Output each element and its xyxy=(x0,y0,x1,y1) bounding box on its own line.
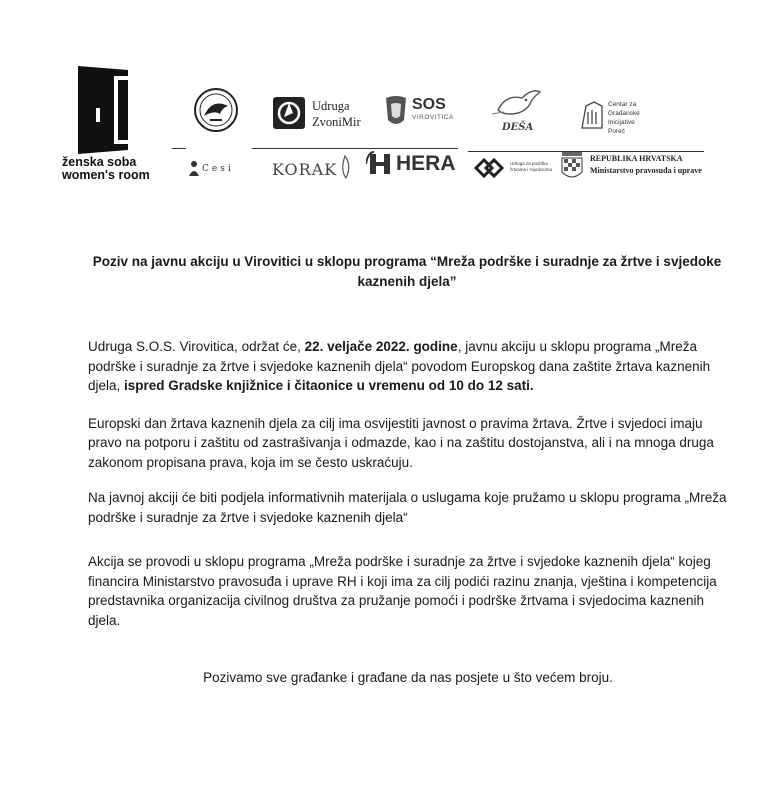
korak-label: KORAK xyxy=(272,160,338,179)
zenska-soba-logo-text xyxy=(62,156,150,182)
separator-line xyxy=(172,148,186,149)
zenska-soba-line2: women's room xyxy=(62,168,150,182)
centar-line3: Inicijative xyxy=(608,119,635,126)
hera-label: HERA xyxy=(396,152,456,175)
zvonimir-line1: Udruga xyxy=(312,99,350,113)
sos-subtitle: VIROVITICA xyxy=(412,114,454,121)
udruga-knot-icon xyxy=(472,156,506,180)
desa-logo xyxy=(488,84,548,136)
partner-logos-header xyxy=(0,0,772,200)
sos-virovitica-logo xyxy=(382,94,462,130)
event-location-time: ispred Gradske knjižnice i čitaonice u vremenu od 10 do 12 sati. xyxy=(124,378,534,393)
centar-line1: Centar za xyxy=(608,101,637,108)
zvonimir-line2: ZvoniMir xyxy=(312,115,361,129)
centar-building-icon xyxy=(580,100,604,130)
centar-line4: Poreč xyxy=(608,128,625,135)
document-title: Poziv na javnu akciju u Virovitici u sklopu programa “Mreža podrške i suradnje za žrtve i svjedoke kaznenih djela” xyxy=(92,254,722,289)
desa-label: DEŠA xyxy=(502,122,534,133)
cesi-figure-icon xyxy=(188,160,200,178)
hera-heart-icon xyxy=(366,150,396,178)
zenska-soba-line1: ženska soba xyxy=(62,155,137,169)
korak-flame-icon xyxy=(338,154,352,180)
zenska-soba-door-icon xyxy=(72,64,142,154)
udruga-za-podrsku-logo xyxy=(472,156,562,182)
zvonimir-logo xyxy=(272,96,372,132)
paragraph-intro xyxy=(88,337,728,396)
paragraph-european-day: Europski dan žrtava kaznenih djela za cilj ima osvijestiti javnost o pravima žrtava. Žrtve i svjedoci imaju pravo na potporu i zaštitu od zastrašivanja i odmazde, kao i na zaštitu dostojanstva, ali i na mnoga druga zakonom propisana prava, koja im se često uskraćuju. xyxy=(88,415,714,470)
closing-invitation: Pozivamo sve građanke i građane da nas posjete u što većem broju. xyxy=(203,670,613,685)
cesi-logo xyxy=(188,160,248,180)
paragraph-materials: Na javnoj akciji će biti podjela informativnih materijala o uslugama koje pružamo u sklopu programa „Mreža podrške i suradnje za žrtve i svjedoke kaznenih djela“ xyxy=(88,490,727,525)
invitation-document xyxy=(88,252,728,687)
sos-title: SOS xyxy=(412,96,446,113)
intro-text-a: Udruga S.O.S. Virovitica, održat će, xyxy=(88,339,305,354)
cesi-label: Cesi xyxy=(202,164,234,174)
udruga-line1: Udruga za podršku xyxy=(510,161,549,166)
dove-icon xyxy=(488,84,548,124)
udruga-line2: žrtvama i svjedocima xyxy=(510,167,553,172)
hera-logo xyxy=(366,150,462,190)
republika-line1: REPUBLIKA HRVATSKA xyxy=(590,154,683,163)
event-date: 22. veljače 2022. godine xyxy=(304,339,458,354)
croatian-coat-of-arms-icon xyxy=(560,150,584,182)
intro-text-c: , javnu akciju u sklopu programa „Mreža podrške i suradnje za žrtve i svjedoke kaznenih djela“ povodom Europskog dana zaštite žrtava kaznenih djela, xyxy=(88,339,711,393)
centar-za-gradjanske-inicijative-logo xyxy=(580,100,670,140)
republika-line2: Ministarstvo pravosuđa i uprave xyxy=(590,166,702,175)
paragraph-program-funding: Akcija se provodi u sklopu programa „Mreža podrške i suradnje za žrtve i svjedoke kaznenih djela“ kojeg financira Ministarstvo pravosuđa i uprave RH i koji ima za cilj podići razinu znanja, vještina i kompetencija predstavnika organizacija civilnog društva za pružanje pomoći i podrške žrtvama i svjedocima kaznenih djela. xyxy=(88,554,717,628)
republika-hrvatska-logo xyxy=(560,150,710,186)
separator-line xyxy=(252,148,458,149)
korak-logo xyxy=(272,154,356,184)
zvonimir-triskelion-icon xyxy=(272,96,306,130)
dolphin-logo-icon xyxy=(192,86,240,134)
sos-shield-icon xyxy=(382,94,410,128)
centar-line2: Građanske xyxy=(608,110,640,117)
